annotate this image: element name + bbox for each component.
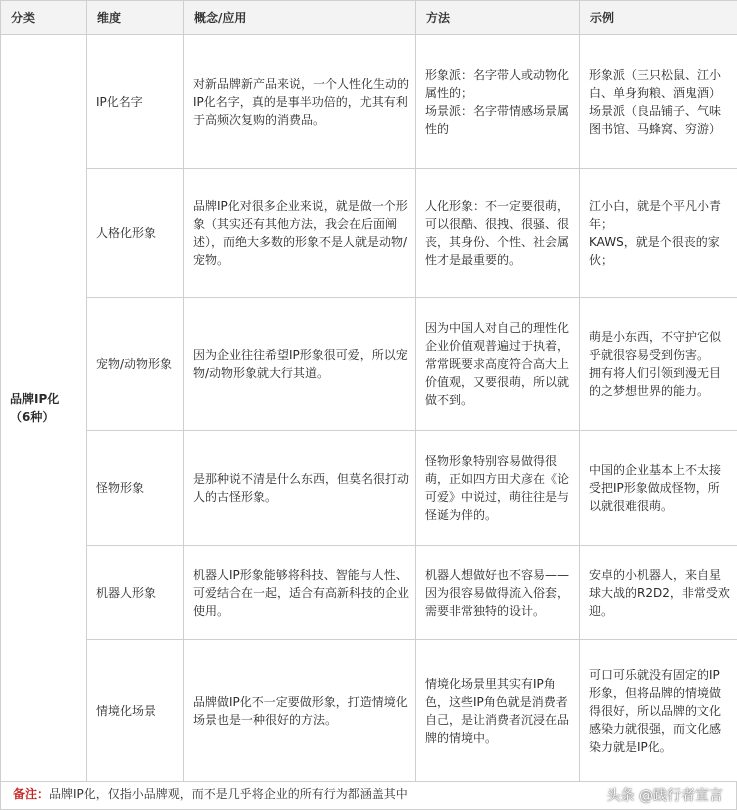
example-cell: 安卓的小机器人，来自星球大战的R2D2，非常受欢迎。 xyxy=(580,546,737,640)
example-cell: 可口可乐就没有固定的IP形象，但将品牌的情境做得很好，所以品牌的文化感染力就很强，而文化感染力就是IP化。 xyxy=(580,640,737,782)
dimension-cell: 怪物形象 xyxy=(87,431,184,546)
header-dimension: 维度 xyxy=(87,1,184,35)
example-cell: 形象派（三只松鼠、江小白、单身狗粮、酒鬼酒） 场景派（良品铺子、气味图书馆、马蜂窝、穷游） xyxy=(580,35,737,169)
concept-cell: 品牌做IP化不一定要做形象，打造情境化场景也是一种很好的方法。 xyxy=(184,640,416,782)
concept-cell: 因为企业往往希望IP形象很可爱，所以宠物/动物形象就大行其道。 xyxy=(184,298,416,431)
dimension-cell: 宠物/动物形象 xyxy=(87,298,184,431)
method-cell: 机器人想做好也不容易——因为很容易做得流入俗套，需要非常独特的设计。 xyxy=(416,546,580,640)
header-row xyxy=(1,1,737,35)
example-cell: 萌是小东西，不守护它似乎就很容易受到伤害。 拥有将人们引领到漫无目的之梦想世界的能力。 xyxy=(580,298,737,431)
table-row xyxy=(1,431,737,546)
watermark: 头条 @践行者宣言 xyxy=(606,788,723,804)
category-name: 品牌IP化 xyxy=(10,392,60,406)
footnote-label: 备注： xyxy=(13,787,50,801)
example-cell: 中国的企业基本上不太接受把IP形象做成怪物，所以就很难很萌。 xyxy=(580,431,737,546)
concept-cell: 是那种说不清是什么东西，但莫名很打动人的古怪形象。 xyxy=(184,431,416,546)
method-cell: 因为中国人对自己的理性化企业价值观普遍过于执着，常常既要求高度符合高大上价值观，又要很萌，所以就做不到。 xyxy=(416,298,580,431)
concept-cell: 品牌IP化对很多企业来说，就是做一个形象（其实还有其他方法，我会在后面阐述），而绝大多数的形象不是人就是动物/宠物。 xyxy=(184,169,416,298)
example-cell: 江小白，就是个平凡小青年； KAWS，就是个很丧的家伙； xyxy=(580,169,737,298)
dimension-cell: 机器人形象 xyxy=(87,546,184,640)
table-row xyxy=(1,298,737,431)
header-concept: 概念/应用 xyxy=(184,1,416,35)
method-cell: 情境化场景里其实有IP角色，这些IP角色就是消费者自己，是让消费者沉浸在品牌的情境中。 xyxy=(416,640,580,782)
table-row xyxy=(1,546,737,640)
table-row xyxy=(1,169,737,298)
method-cell: 形象派：名字带人或动物化属性的； 场景派：名字带情感场景属性的 xyxy=(416,35,580,169)
method-cell: 人化形象：不一定要很萌，可以很酷、很拽、很骚、很丧，其身份、个性、社会属性才是最重要的。 xyxy=(416,169,580,298)
category-count: （6种） xyxy=(10,410,55,424)
method-cell: 怪物形象特别容易做得很萌，正如四方田犬彦在《论可爱》中说过，萌往往是与怪诞为伴的。 xyxy=(416,431,580,546)
category-cell xyxy=(1,35,87,782)
table-row xyxy=(1,35,737,169)
header-example: 示例 xyxy=(580,1,737,35)
header-method: 方法 xyxy=(416,1,580,35)
dimension-cell: 情境化场景 xyxy=(87,640,184,782)
dimension-cell: 人格化形象 xyxy=(87,169,184,298)
footnote-text: 品牌IP化，仅指小品牌观，而不是几乎将企业的所有行为都涵盖其中 xyxy=(49,787,408,801)
table-row xyxy=(1,640,737,782)
dimension-cell: IP化名字 xyxy=(87,35,184,169)
concept-cell: 机器人IP形象能够将科技、智能与人性、可爱结合在一起，适合有高新科技的企业使用。 xyxy=(184,546,416,640)
concept-cell: 对新品牌新产品来说，一个人性化生动的IP化名字，真的是事半功倍的，尤其有利于高频次复购的消费品。 xyxy=(184,35,416,169)
header-category: 分类 xyxy=(1,1,87,35)
